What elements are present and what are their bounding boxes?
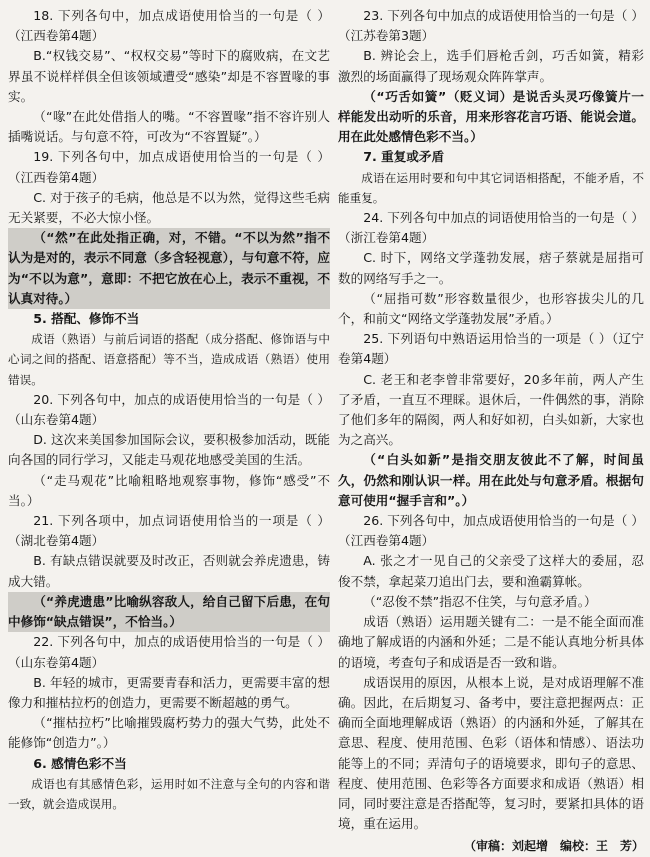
highlighted-answer: （“白头如新”是指交朋友彼此不了解，时间虽久，仍然和刚认识一样。用在此处与句意矛盾。根据句意可使用“握手言和”。）	[338, 452, 644, 508]
question-line: 20. 下列各句中，加点的成语使用恰当的一句是（ ）（山东卷第4题）	[8, 391, 330, 428]
option-text: D. 这次来美国参加国际会议，要积极参加活动，既能向各国的同行学习，又能走马观花地感受美国的生活。	[8, 432, 330, 468]
section-explanation: 成语（熟语）与前后词语的搭配（成分搭配、修饰语与中心词之间的搭配、语意搭配）等不当，造成成语（熟语）使用错误。	[8, 332, 330, 387]
question-line: 19. 下列各句中，加点成语使用恰当的一句是（ ）（江西卷第4题）	[8, 149, 330, 185]
option-text: B. 辨论会上，选手们唇枪舌剑，巧舌如簧，精彩激烈的场面赢得了现场观众阵阵掌声。	[338, 48, 644, 84]
question-line: 26. 下列各句中，加点成语使用恰当的一句是（ ）（江西卷第4题）	[338, 513, 644, 549]
question-line: 23. 下列各句中加点的成语使用恰当的一句是（ ）（江苏卷第3题）	[338, 8, 644, 44]
section-heading: 6. 感情色彩不当	[33, 755, 127, 771]
summary-paragraph: 成语误用的原因，从根本上说，是对成语理解不准确。因此，在后期复习、备考中，要注意把握两点：正确而全面地理解成语（熟语）的内涵和外延，了解其在意思、程度、使用范围、色彩（语体和情感）、语法功能等上的不同；弄清句子的语境要求，即句子的意思、程度、使用范围、色彩等各方面要求和成语（熟语）相同，同时要注意是否搭配等，复习时，要紧扣具体的语境，重在运用。	[338, 674, 644, 832]
summary-paragraph: 成语（熟语）运用题关键有二：一是不能全面而准确地了解成语的内涵和外延；二是不能认真地分析具体的语境，考查句子和成语是否一致和谐。	[338, 614, 644, 670]
section-heading: 5. 搭配、修饰不当	[33, 311, 140, 327]
explanation-note: （“摧枯拉朽”比喻摧毁腐朽势力的强大气势，此处不能修饰“创造力”。）	[8, 715, 330, 751]
question-line: 24. 下列各句中加点的词语使用恰当的一句是（ ）（浙江卷第4题）	[338, 210, 644, 246]
highlighted-answer: （“养虎遗患”比喻纵容敌人，给自己留下后患，在句中修饰“缺点错误”，不恰当。）	[8, 592, 330, 632]
highlighted-answer: （“然”在此处指正确，对，不错。“不以为然”指不认为是对的，表示不同意（多含轻视意），与句意不符，应为“不以为意”，意即：不把它放在心上，表示不重视，不认真对待。）	[8, 228, 330, 309]
question-line: 22. 下列各句中，加点的成语使用恰当的一句是（ ）（山东卷第4题）	[8, 634, 330, 670]
option-text: C. 老王和老李曾非常要好，20多年前，两人产生了矛盾，一直互不理睬。退休后，一件偶然的事，消除了他们多年的隔阂，两人和好如初，白头如新，大家也为之高兴。	[338, 371, 644, 448]
left-column	[8, 6, 330, 814]
question-line: 18. 下列各句中，加点成语使用恰当的一句是（ ）（江西卷第4题）	[8, 8, 330, 44]
section-explanation: 成语也有其感情色彩，运用时如不注意与全句的内容和谐一致，就会造成误用。	[8, 776, 330, 811]
editor-credit: （审稿：刘起增 编校：王 芳）	[463, 839, 644, 854]
section-explanation: 成语在运用时要和句中其它词语相搭配，不能矛盾，不能重复。	[338, 170, 644, 205]
highlighted-answer: （“巧舌如簧”（贬义词）是说舌头灵巧像簧片一样能发出动听的乐音，用来形容花言巧语、能说会道。用在此处感情色彩不当。）	[338, 88, 644, 145]
explanation-note: （“忍俊不禁”指忍不住笑，与句意矛盾。）	[363, 593, 597, 609]
explanation-note: （“走马观花”比喻粗略地观察事物，修饰“感受”不当。）	[8, 472, 330, 508]
option-text: C. 对于孩子的毛病，他总是不以为然，觉得这些毛病无关紧要，不必大惊小怪。	[8, 189, 330, 226]
option-text: C. 时下，网络文学蓬勃发展，痞子蔡就是屈指可数的网络写手之一。	[338, 250, 644, 286]
question-line: 25. 下列语句中熟语运用恰当的一项是（ ）（辽宁卷第4题）	[338, 331, 644, 367]
option-text: B. 有缺点错误就要及时改正，否则就会养虎遗患，铸成大错。	[8, 553, 330, 589]
option-text: B. 年轻的城市，更需要青春和活力，更需要丰富的想像力和摧枯拉朽的创造力，更需要不断超越的勇气。	[8, 674, 330, 710]
section-heading: 7. 重复或矛盾	[363, 149, 445, 165]
question-line: 21. 下列各项中，加点词语使用恰当的一项是（ ）（湖北卷第4题）	[8, 513, 330, 549]
option-text: B.“权钱交易”、“权权交易”等时下的腐败病，在文艺界虽不说样样俱全但该领域遭受“感染”却是不容置喙的事实。	[8, 48, 330, 104]
explanation-note: （“屈指可数”形容数量很少，也形容拔尖儿的几个，和前文“网络文学蓬勃发展”矛盾。）	[338, 290, 644, 327]
right-column	[338, 6, 644, 857]
option-text: A. 张之才一见自己的父亲受了这样大的委屈，忍俊不禁，拿起菜刀追出门去，要和渔霸算帐。	[338, 553, 644, 589]
explanation-note: （“喙”在此处借指人的嘴。“不容置喙”指不容许别人插嘴说话。与句意不符，可改为“不容置疑”。）	[8, 109, 330, 145]
